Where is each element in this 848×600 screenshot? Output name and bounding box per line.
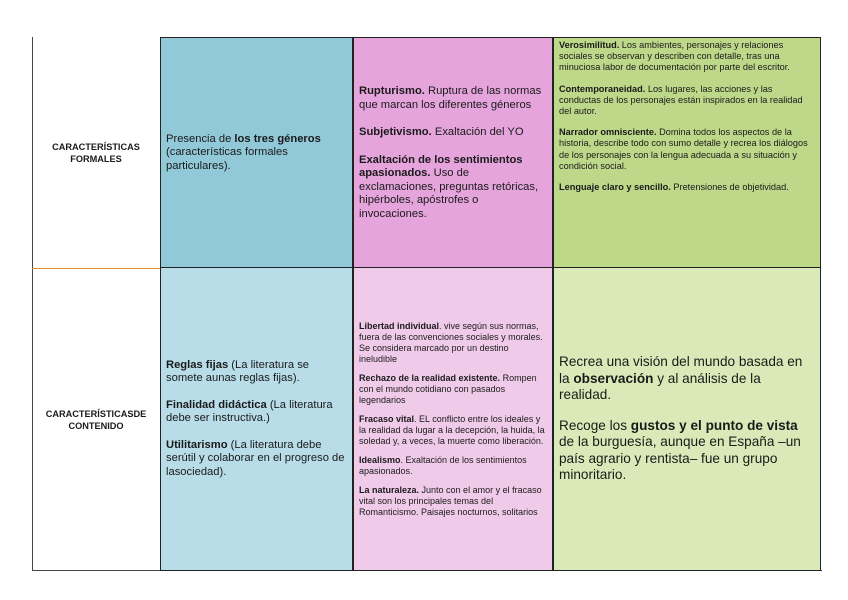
cell-formales-col2 [353,37,553,269]
cell-formales-col1 [160,37,353,269]
cell-paragraph: Finalidad didáctica (La literatura debe ser instructiva.) [166,398,333,425]
cell-paragraph: Rupturismo. Ruptura de las normas que marcan los diferentes géneros [359,85,542,111]
cell-paragraph: Recrea una visión del mundo basada en la observación y al análisis de la realidad. [559,354,803,403]
cell-paragraph: Narrador omnisciente. Domina todos los aspectos de la historia, describe todo con sumo detalle y recrea los diálogos de los personajes con la lengua adecuada a su situación y condición social. [559,127,808,171]
cell-paragraph: Recoge los gustos y el punto de vista de la burguesía, aunque en España –un país agrario y rentista– fue un grupo minoritario. [559,417,801,483]
comparison-table [32,37,822,571]
cell-paragraph: Exaltación de los sentimientos apasionados. Uso de exclamaciones, preguntas retóricas, hipérboles, apóstrofes o invocaciones. [359,153,539,220]
cell-paragraph: Rechazo de la realidad existente. Rompen con el mundo cotidiano con pasados legendarios [359,372,537,405]
cell-paragraph: Presencia de los tres géneros (características formales particulares). [166,132,321,172]
cell-paragraph: Subjetivismo. Exaltación del YO [359,126,524,138]
cell-paragraph: Fracaso vital. EL conflicto entre los ideales y la realidad da lugar a la decepción, la huida, la soledad y, a veces, la muerte como liberación. [359,413,545,446]
cell-contenido-col1 [160,267,353,571]
cell-paragraph: Utilitarismo (La literatura debe serútil y colaborar en el progreso de lasociedad). [166,438,345,478]
cell-paragraph: Libertad individual. vive según sus normas, fuera de las convenciones sociales y morales. Se considera marcado por un destino ineludible [359,320,543,364]
row-label-contenido [32,268,160,571]
row-label-formales [32,37,160,268]
cell-paragraph: Lenguaje claro y sencillo. Pretensiones de objetividad. [559,182,789,193]
cell-paragraph: Reglas fijas (La literatura se somete aunas reglas fijas). [166,358,310,385]
cell-paragraph: Contemporaneidad. Los lugares, las acciones y las conductas de los personajes están inspirados en la realidad del autor. [559,83,803,117]
cell-contenido-col2 [353,267,553,571]
cell-paragraph: Idealismo. Exaltación de los sentimientos apasionados. [359,454,527,476]
cell-paragraph: La naturaleza. Junto con el amor y el fracaso vital son los principales temas del Romanticismo. Paisajes nocturnos, solitarios [359,484,542,517]
cell-paragraph: Verosimilitud. Los ambientes, personajes y relaciones sociales se observan y describen con detalle, tras una minuciosa labor de documentación por parte del escritor. [559,40,790,73]
row-label-text: CARACTERÍSTICAS FORMALES [52,141,140,164]
cell-formales-col3 [553,37,821,269]
cell-contenido-col3 [553,267,821,571]
row-label-text: CARACTERÍSTICASDE CONTENIDO [45,408,147,431]
